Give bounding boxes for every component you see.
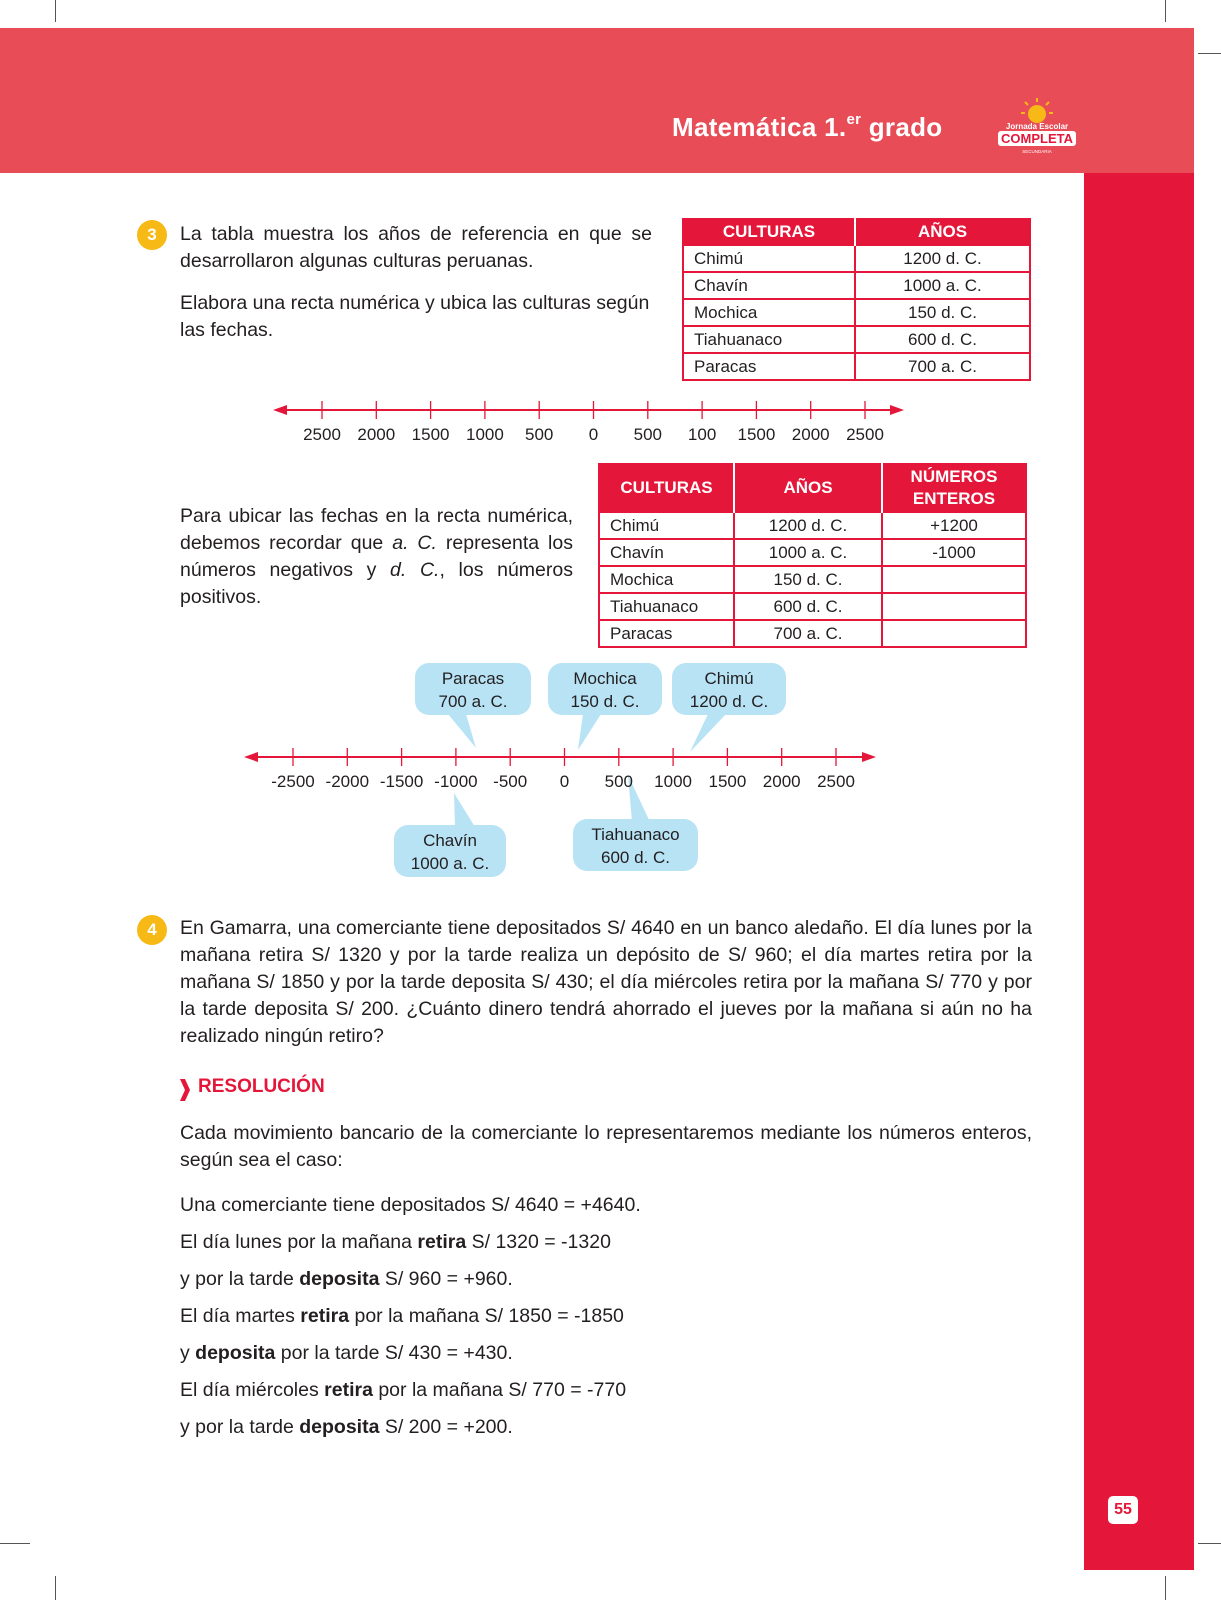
bubble-value: 700 a. C. — [438, 692, 508, 711]
svg-text:COMPLETA: COMPLETA — [1001, 131, 1073, 146]
bubble-chavin — [394, 825, 506, 877]
arrow-right-icon — [862, 752, 876, 762]
crop-mark — [0, 1543, 30, 1544]
table-cell: Paracas — [683, 353, 855, 380]
tick-label: 1500 — [411, 425, 450, 444]
table-cell: 150 d. C. — [855, 299, 1030, 326]
resolution-line: y por la tarde deposita S/ 200 = +200. — [180, 1416, 513, 1438]
bubble-tiahuanaco — [573, 819, 698, 871]
resolution-line: y deposita por la tarde S/ 430 = +430. — [180, 1342, 513, 1364]
tick-label: 100 — [687, 425, 717, 444]
bubble-value: 600 d. C. — [601, 848, 670, 867]
table-cell: Chavín — [683, 272, 855, 299]
tick-label: -2500 — [271, 772, 315, 791]
bubble-mochica — [548, 663, 662, 715]
tick-label: 2000 — [762, 772, 801, 791]
tick-label: 500 — [604, 772, 633, 791]
resolution-line: El día miércoles retira por la mañana S/ 770 = -770 — [180, 1379, 627, 1401]
bubble-label: Mochica — [573, 669, 637, 688]
table-cell: +1200 — [882, 512, 1026, 539]
tick-label: -1000 — [434, 772, 478, 791]
table-header: AÑOS — [734, 464, 882, 512]
question-number-badge: 4 — [137, 915, 167, 945]
crop-mark — [1165, 1576, 1166, 1600]
crop-mark — [55, 1576, 56, 1600]
tick-label: 2500 — [303, 425, 341, 444]
section-heading: RESOLUCIÓN — [198, 1076, 325, 1097]
table-cell: 1200 d. C. — [734, 512, 882, 539]
bubble-label: Paracas — [441, 669, 505, 688]
tick-label: 0 — [559, 772, 570, 791]
bubble-chimu — [672, 663, 786, 715]
tick-label: 1500 — [708, 772, 747, 791]
q4-intro: Cada movimiento bancario de la comerciante lo representaremos mediante los números enteros, según sea el caso: — [180, 1122, 1032, 1171]
table-cell: Paracas — [599, 620, 734, 647]
question-number-badge: 3 — [137, 220, 167, 250]
table-cell: 150 d. C. — [734, 566, 882, 593]
svg-text:Jornada Escolar: Jornada Escolar — [1005, 122, 1069, 131]
tick-label: -2000 — [325, 772, 370, 791]
page-title: Matemática 1.$^{er}$ grado — [672, 111, 943, 142]
table-cell: 600 d. C. — [734, 593, 882, 620]
tick-label: -1500 — [379, 772, 424, 791]
table-cell: 700 a. C. — [734, 620, 882, 647]
table-cell: Tiahuanaco — [599, 593, 734, 620]
svg-text:SECUNDARIA: SECUNDARIA — [1022, 149, 1052, 154]
bubble-label: Chimú — [704, 669, 754, 688]
tick-label: 0 — [588, 425, 599, 444]
tick-label: 2500 — [846, 425, 884, 444]
table-cell: 700 a. C. — [855, 353, 1030, 380]
tick-label: -500 — [493, 772, 528, 791]
q3-intro: La tabla muestra los años de referencia en que se desarrollaron algunas culturas peruanas. — [180, 223, 652, 272]
table-cell: Tiahuanaco — [683, 326, 855, 353]
table-cell: Chimú — [683, 245, 855, 272]
bubble-tails — [448, 714, 726, 827]
number-line-group — [244, 748, 876, 791]
table-cell: Mochica — [683, 299, 855, 326]
bubble-value: 1200 d. C. — [689, 692, 769, 711]
page-number: 55 — [1108, 1496, 1138, 1524]
tick-label: 2000 — [357, 425, 396, 444]
resolution-line: El día lunes por la mañana retira S/ 1320 = -1320 — [180, 1231, 611, 1253]
q4-problem: En Gamarra, una comerciante tiene depositados S/ 4640 en un banco aledaño. El día lunes por la mañana retira S/ 1320 y por la tarde realiza un depósito de S/ 960; el día martes retira por la mañana S/ 1850 y por la tarde deposita S/ 430; el día miércoles retira por la mañana S/ 770 y por la tarde deposita S/ 200. ¿Cuánto dinero tendrá ahorrado el jueves por la mañana si aún no ha realizado ningún retiro? — [180, 917, 1032, 1047]
table-cell: Chavín — [599, 539, 734, 566]
resolution-line: y por la tarde deposita S/ 960 = +960. — [180, 1268, 513, 1290]
tick-label: 2000 — [791, 425, 830, 444]
table-cell: 1200 d. C. — [855, 245, 1030, 272]
tick-label: 1000 — [465, 425, 504, 444]
bubble-value: 150 d. C. — [570, 692, 640, 711]
chevron-right-icon — [180, 1079, 190, 1101]
table-cell: 1000 a. C. — [734, 539, 882, 566]
tick-label: 1500 — [737, 425, 776, 444]
table-header: AÑOS — [855, 219, 1030, 245]
table-header: CULTURAS — [599, 464, 734, 512]
tick-label: 500 — [633, 425, 662, 444]
table-cell: 1000 a. C. — [855, 272, 1030, 299]
table-cell: Chimú — [599, 512, 734, 539]
q3-task: Elabora una recta numérica y ubica las culturas según las fechas. — [180, 292, 650, 341]
table-cell: 600 d. C. — [855, 326, 1030, 353]
crop-mark — [1198, 1543, 1221, 1544]
table-header: CULTURAS — [683, 219, 855, 245]
bubble-label: Chavín — [423, 831, 477, 850]
resolution-line: El día martes retira por la mañana S/ 1850 = -1850 — [180, 1305, 624, 1327]
tick-label: 500 — [525, 425, 554, 444]
table-cell: Mochica — [599, 566, 734, 593]
bubble-value: 1000 a. C. — [410, 854, 490, 873]
arrow-left-icon — [244, 752, 258, 762]
table-cell: -1000 — [882, 539, 1026, 566]
bubble-label: Tiahuanaco — [591, 825, 680, 844]
resolution-line: Una comerciante tiene depositados S/ 4640 = +4640. — [180, 1194, 641, 1216]
table-header: NÚMEROS ENTEROS — [882, 464, 1026, 512]
bubble-paracas — [415, 663, 531, 715]
tick-label: 1000 — [654, 772, 693, 791]
q3-note: Para ubicar las fechas en la recta numérica, debemos recordar que a. C. representa los números negativos y d. C., los números positivos. — [180, 505, 573, 608]
tick-label: 2500 — [817, 772, 855, 791]
